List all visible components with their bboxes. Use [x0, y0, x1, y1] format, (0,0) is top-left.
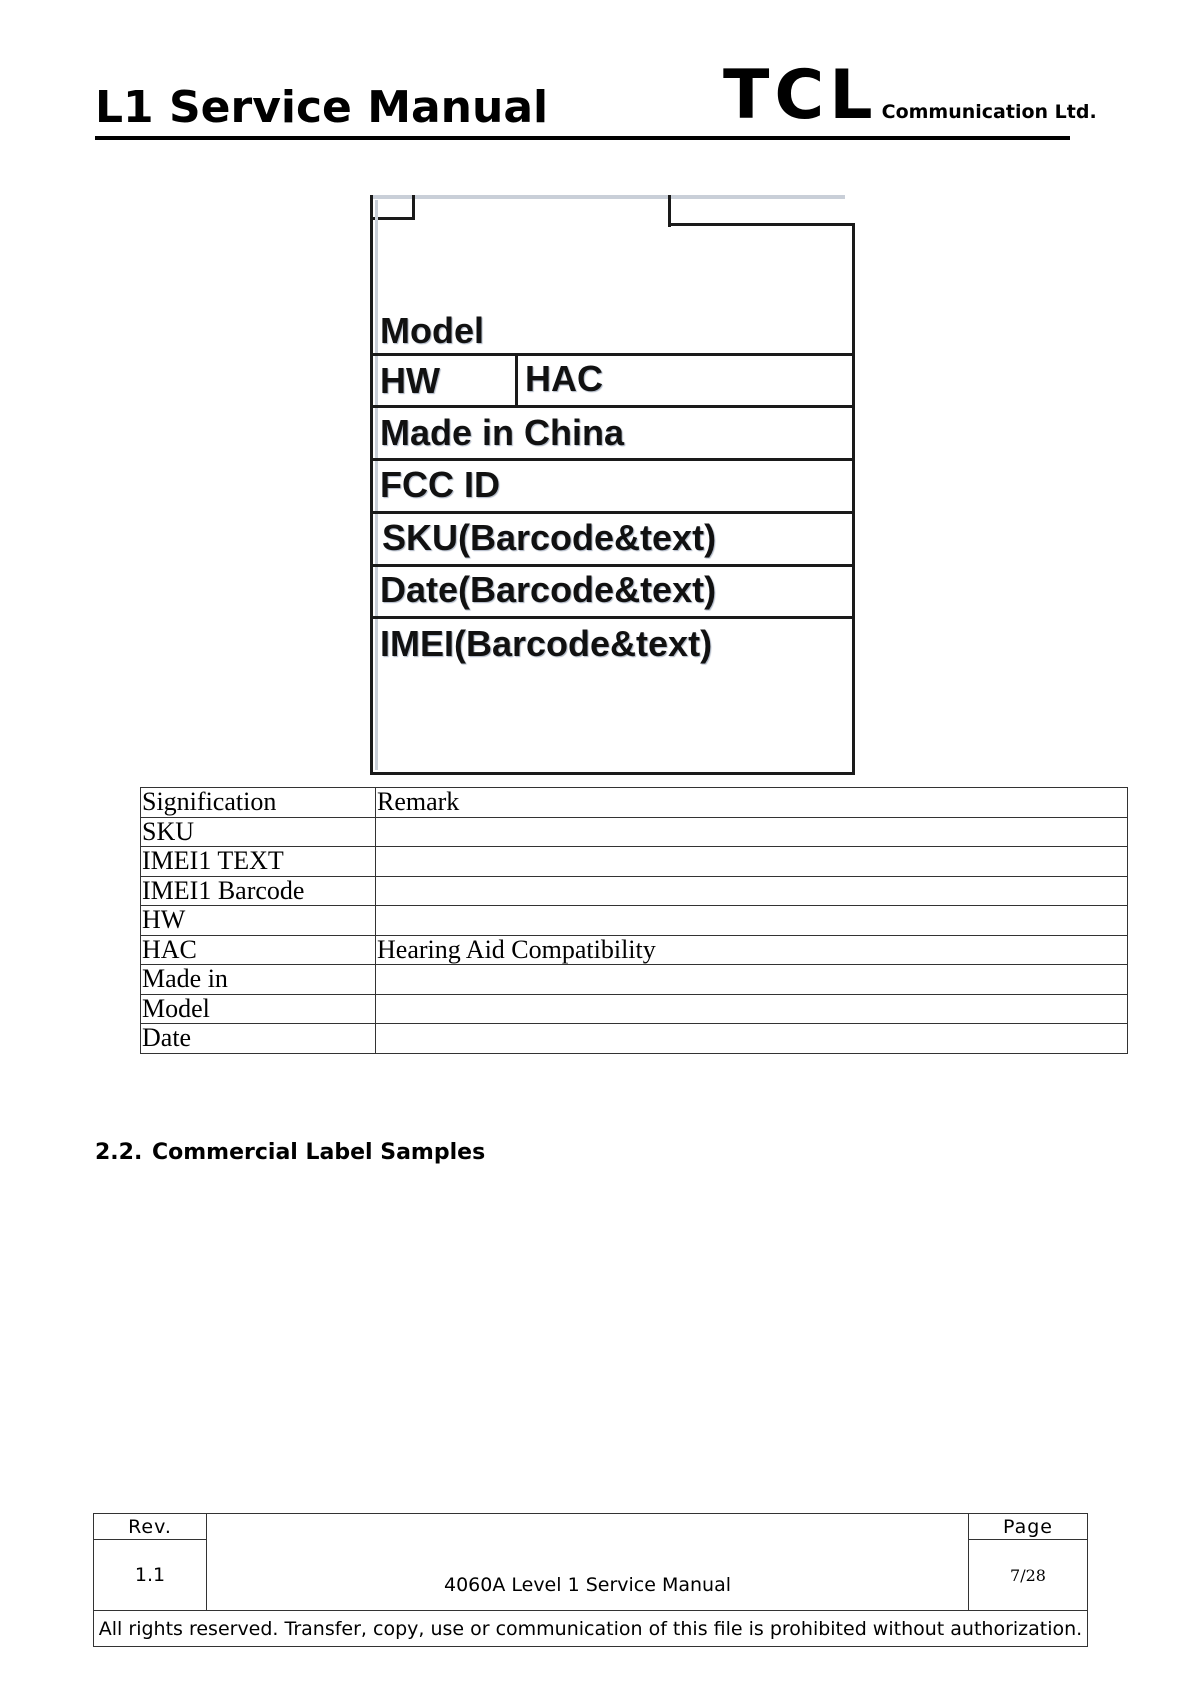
signification-cell: SKU	[141, 817, 376, 847]
row-divider	[372, 353, 855, 356]
label-model: Model	[380, 310, 484, 351]
signification-cell: IMEI1 Barcode	[141, 876, 376, 906]
brand-subtitle: Communication Ltd.	[881, 101, 1097, 123]
table-row	[141, 906, 1128, 936]
header-signification: Signification	[141, 788, 376, 818]
remark-cell	[376, 817, 1128, 847]
brand-logo	[723, 56, 1097, 135]
label-hac: HAC	[525, 358, 603, 399]
table-row	[141, 876, 1128, 906]
label-hw: HW	[380, 360, 440, 401]
table-row	[141, 965, 1128, 995]
row-divider	[372, 405, 855, 408]
figure-bottom-border	[370, 772, 855, 775]
page-label: Page	[969, 1514, 1088, 1540]
section-title: Commercial Label Samples	[152, 1140, 486, 1165]
table-row	[141, 994, 1128, 1024]
row-divider	[372, 458, 855, 461]
signification-cell: Made in	[141, 965, 376, 995]
brand-name: TCL	[723, 56, 878, 135]
page-number: 7/28	[969, 1540, 1088, 1611]
hw-hac-divider	[515, 353, 518, 407]
signification-cell: IMEI1 TEXT	[141, 847, 376, 877]
manual-title: L1 Service Manual	[95, 82, 549, 133]
header-remark: Remark	[376, 788, 1128, 818]
row-divider	[372, 616, 855, 619]
figure-tab-edge-left	[412, 195, 415, 220]
figure-left-border	[370, 195, 373, 775]
section-heading	[95, 1140, 485, 1165]
label-sample-figure	[370, 195, 855, 775]
label-fcc-id: FCC ID	[380, 464, 500, 505]
signification-table	[140, 787, 1128, 1054]
manual-name: 4060A Level 1 Service Manual	[207, 1514, 969, 1611]
rev-value: 1.1	[94, 1540, 207, 1611]
label-date: Date(Barcode&text)	[380, 569, 717, 610]
signification-cell: HW	[141, 906, 376, 936]
label-imei: IMEI(Barcode&text)	[380, 623, 713, 664]
rights-notice: All rights reserved. Transfer, copy, use or communication of this file is prohibited without authorization.	[94, 1611, 1088, 1647]
table-row	[141, 847, 1128, 877]
remark-cell	[376, 994, 1128, 1024]
remark-cell	[376, 1024, 1128, 1054]
remark-cell: Hearing Aid Compatibility	[376, 935, 1128, 965]
signification-cell: Model	[141, 994, 376, 1024]
figure-left-shadow	[375, 200, 378, 770]
page-footer	[93, 1513, 1088, 1647]
table-row	[141, 935, 1128, 965]
table-row	[141, 1024, 1128, 1054]
figure-top-right-tab	[668, 223, 855, 226]
section-number: 2.2.	[95, 1140, 143, 1165]
figure-right-border	[852, 223, 855, 775]
remark-cell	[376, 876, 1128, 906]
table-row	[141, 817, 1128, 847]
label-made-in-china: Made in China	[380, 412, 625, 453]
signification-cell: Date	[141, 1024, 376, 1054]
page-header	[95, 56, 1097, 140]
signification-cell: HAC	[141, 935, 376, 965]
remark-cell	[376, 906, 1128, 936]
remark-cell	[376, 965, 1128, 995]
row-divider	[372, 564, 855, 567]
rev-label: Rev.	[94, 1514, 207, 1540]
figure-top-shadow	[370, 195, 845, 199]
table-header-row	[141, 788, 1128, 818]
label-sku: SKU(Barcode&text)	[382, 517, 717, 558]
remark-cell	[376, 847, 1128, 877]
row-divider	[372, 511, 855, 514]
